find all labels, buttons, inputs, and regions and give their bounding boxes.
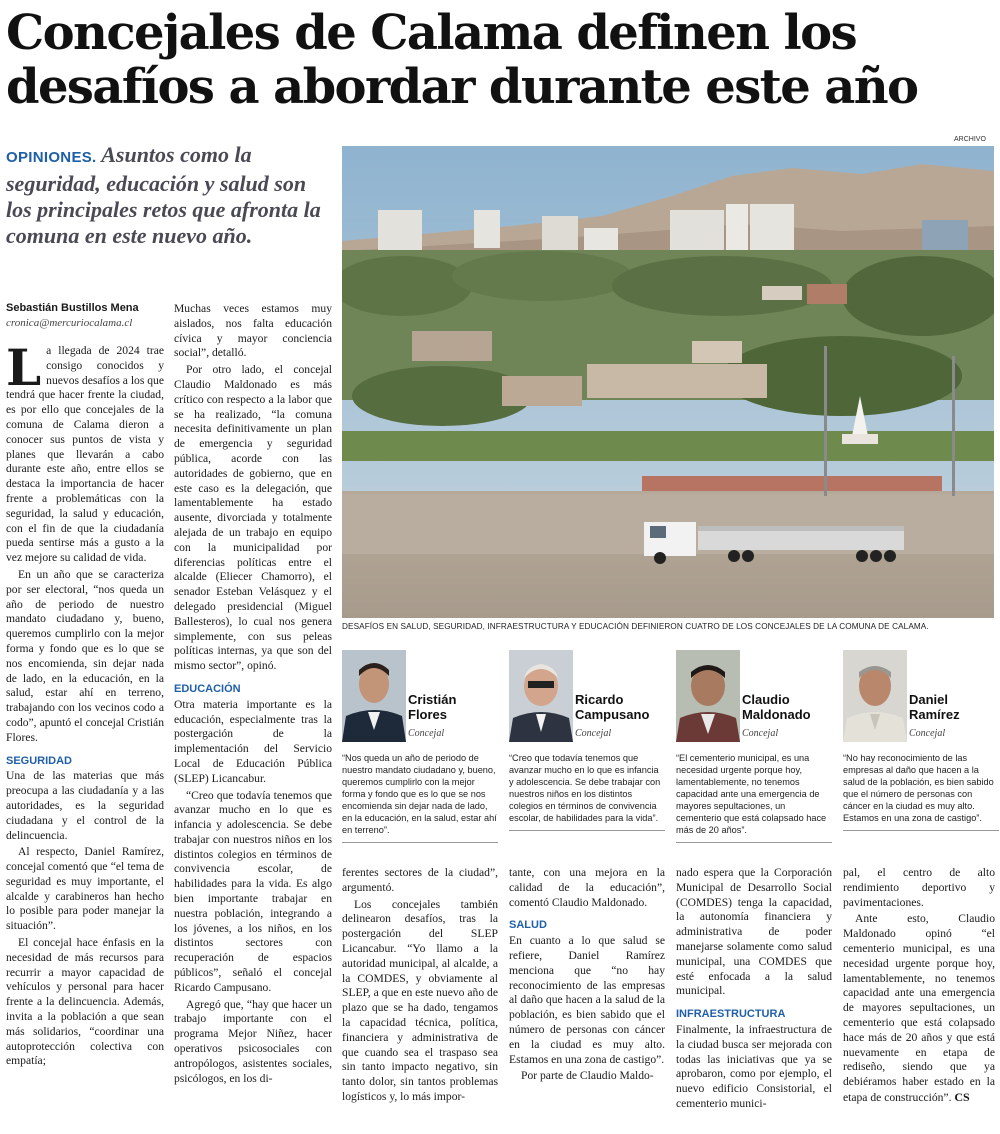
person-name: Cristián Flores — [408, 692, 457, 722]
paragraph: En cuanto a lo que salud se refiere, Daniel Ramírez menciona que “no hay reconocimiento de las empresas al daño que hacen a la salud de la población, es bien sabido que el número de personas con cáncer en la ciudad es muy alto. Estamos en una zona de castigo”. — [509, 934, 665, 1066]
portrait-avatar — [342, 650, 406, 742]
paragraph: pal, el centro de alto rendimiento deportivo y pavimentaciones. — [843, 866, 995, 909]
paragraph: Finalmente, la infraestructura de la ciudad busca ser mejorada con todas las iniciativas que ya se aprobaron, como por ejemplo, el nuevo edificio Consistorial, el cementerio munici- — [676, 1022, 832, 1110]
person-name: Ricardo Campusano — [575, 692, 650, 722]
article-column-2 — [174, 302, 332, 1088]
portrait-avatar — [509, 650, 573, 742]
dropcap: L — [6, 338, 42, 397]
article-column-3 — [342, 866, 498, 1107]
paragraph: Una de las materias que más preocupa a las ciudadanía y a las autoridades, es la seguridad ciudadana y el control de la delincuencia. — [6, 769, 164, 842]
paragraph: Agregó que, “hay que hacer un trabajo importante con el programa Mejor Niñez, hacer operativos psicosociales con antropólogos, asistentes sociales, psicólogos, en los di- — [174, 997, 332, 1085]
paragraph: Por parte de Claudio Maldo- — [521, 1069, 654, 1083]
article-column-5 — [676, 866, 832, 1114]
photo-credit: ARCHIVO — [954, 136, 986, 143]
article-column-6 — [843, 866, 995, 1108]
profile-cristian-flores — [342, 650, 502, 742]
byline-email[interactable]: cronica@mercuriocalama.cl — [6, 317, 133, 329]
paragraph: La llegada de 2024 trae consigo conocidos y nuevos desafíos a los que tendrá que hacer frente la ciudad, es por ello que concejales de la comuna de Calama dieron a conocer sus puntos de vista y planes que llevarán a cabo durante este año, entre ellos se destaca la importancia de hacer frente a problemáticas con la seguridad, la salud y educación, con el fin de que la ciudadanía pueda sentirse más a gusto a la vez mejore su calidad de vida. — [6, 338, 165, 565]
section-heading-salud: SALUD — [509, 919, 547, 932]
profile-ricardo-campusano — [509, 650, 669, 742]
person-role: Concejal — [742, 728, 779, 739]
quote-ricardo-campusano: “Creo que todavía tenemos que avanzar mucho en lo que es infancia y adolescencia. Se debe trabajar con nuestros niños en los distintos colegios en términos de convivencia escolar, de habilidades para la vida”. — [509, 752, 665, 831]
paragraph: Otra materia importante es la educación, especialmente tras la postergación de la implementación del Servicio Local de Educación Pública (SLEP) Licancabur. — [174, 697, 332, 785]
section-heading-infraestructura: INFRAESTRUCTURA — [676, 1008, 786, 1021]
lead-text: Asuntos como la seguridad, educación y salud son los principales retos que afronta la comuna en este nuevo año. — [6, 142, 321, 248]
portrait-avatar — [676, 650, 740, 742]
paragraph: En un año que se caracteriza por ser electoral, “nos queda un año de periodo de nuestro mandato ciudadano y, bueno, queremos cumplirlo con la mejor forma y fondo que es lo que se nos encomienda, sin dejar nada de lado, en la educación, en la salud, estar ahí en terreno, trabajando con los vecinos codo a codo”, apuntó el concejal Cristián Flores. — [6, 567, 164, 744]
person-name: Claudio Maldonado — [742, 692, 811, 722]
end-mark: CS — [954, 1089, 970, 1104]
person-role: Concejal — [575, 728, 612, 739]
quote-claudio-maldonado: “El cementerio municipal, es una necesidad urgente porque hoy, lamentablemente, no tenemos capacidad ante una emergencia de mayores sepultaciones, un cementerio que está colapsado hace más de 20 años”. — [676, 752, 832, 843]
lead-paragraph — [6, 142, 326, 249]
paragraph: Por otro lado, el concejal Claudio Maldonado es más crítico con respecto a la labor que se ha realizado, “la comuna necesita definitivamente un plan de emergencia y seguridad pública, acorde con las autoridades de gobierno, que en este caso es la delegación, que lamentablemente ha estado ausente, divorciada y totalmente alejada de un trabajo en equipo con la municipalidad por diferencias políticas entre el alcalde (Eliecer Chamorro), el senador Esteban Velásquez y el delegado presidencial (Miguel Ballesteros), lo cual nos genera simplemente, con sus peleas políticas internas, ya que son del mismo sector”, opinó. — [174, 363, 332, 673]
portrait-avatar — [843, 650, 907, 742]
calama-landscape-image — [342, 146, 994, 618]
paragraph: nado espera que la Corporación Municipal de Desarrollo Social (COMDES) tenga la capacidad, la autonomía financiera y administrativa de poder manejarse solamente como salud municipal, una COMDES que esté enfocada a la salud municipal. — [676, 866, 832, 998]
paragraph: Muchas veces estamos muy aislados, nos falta educación cívica y mayor conciencia social”, detalló. — [174, 302, 332, 360]
paragraph: ferentes sectores de la ciudad”, argumentó. — [342, 866, 498, 894]
article-column-4 — [509, 866, 665, 1086]
headline: Concejales de Calama definen los desafíos a abordar durante este año — [6, 5, 918, 115]
quote-cristian-flores: “Nos queda un año de periodo de nuestro mandato ciudadano y, bueno, queremos cumplirlo con la mejor forma y fondo que es lo que se nos encomienda sin dejar nada de lado, en la educación, en la salud, estar ahí en terreno”. — [342, 752, 498, 843]
person-name: Daniel Ramírez — [909, 692, 960, 722]
paragraph: Al respecto, Daniel Ramírez, concejal comentó que “el tema de seguridad es muy importante, el alcalde y carabineros han hecho lo posible para poder manejar la situación”. — [6, 845, 164, 933]
person-role: Concejal — [408, 728, 445, 739]
byline-author: Sebastián Bustillos Mena — [6, 302, 139, 314]
paragraph: tante, con una mejora en la calidad de la educación”, comentó Claudio Maldonado. — [509, 866, 665, 909]
profile-daniel-ramirez — [843, 650, 1000, 742]
main-photo — [342, 146, 994, 618]
section-heading-educacion: EDUCACIÓN — [174, 682, 241, 695]
paragraph: “Creo que todavía tenemos que avanzar mucho en lo que es infancia y adolescencia. Se debe trabajar con nuestros niños en los distintos colegios en términos de convivencia escolar, de habilidades para la vida. Es algo bien importante trabajar en nuestra población, integrando a los jóvenes, a los niños, en los distintos sectores con recuperación de espacios públicos”, señaló el concejal Ricardo Campusano. — [174, 788, 332, 994]
paragraph: Los concejales también delinearon desafíos, tras la postergación del SLEP Licancabur. “Yo llamo a la autoridad municipal, al alcalde, a la COMDES, y obviamente al SLEP, a que en este nuevo año de plazo que se ha dado, tengamos la capacidad técnica, política, financiera y administrativa de que cuando sea el traspaso sea sin tanto impacto negativo, sin tanto dolor, sin tantos problemas logísticos y, lo más impor- — [342, 897, 498, 1103]
paragraph: Ante esto, Claudio Maldonado opinó “el cementerio municipal, es una necesidad urgente porque hoy, lamentablemente, no tenemos capacidad ante una emergencia de mayores sepultaciones, un cementerio que está colapsado hace más de 20 años y que está nuevamente en etapa de rediseño, siendo que ya debiéramos haber estado en la etapa de construcción”. CS — [843, 912, 995, 1104]
paragraph: El concejal hace énfasis en la necesidad de más recursos para recurrir a mayor capacidad de vehículos y personal para hacer frente a la delincuencia. Además, invita a la población a que sean más solidarios, “coordinar una autoprotección colectiva con empatía; — [6, 936, 164, 1068]
lead-kicker: OPINIONES. — [6, 149, 97, 166]
section-heading-seguridad: SEGURIDAD — [6, 754, 73, 767]
article-column-1 — [6, 338, 165, 1071]
person-role: Concejal — [909, 728, 946, 739]
profile-claudio-maldonado — [676, 650, 836, 742]
photo-caption: DESAFÍOS EN SALUD, SEGURIDAD, INFRAESTRUCTURA Y EDUCACIÓN DEFINIERON CUATRO DE LOS CONCEJALES DE LA COMUNA DE CALAMA. — [342, 622, 929, 631]
quote-daniel-ramirez: “No hay reconocimiento de las empresas al daño que hacen a la salud de la población, es bien sabido que el número de personas con cáncer en la ciudad es muy alto. Estamos en una zona de castigo”. — [843, 752, 999, 831]
byline — [6, 302, 166, 329]
